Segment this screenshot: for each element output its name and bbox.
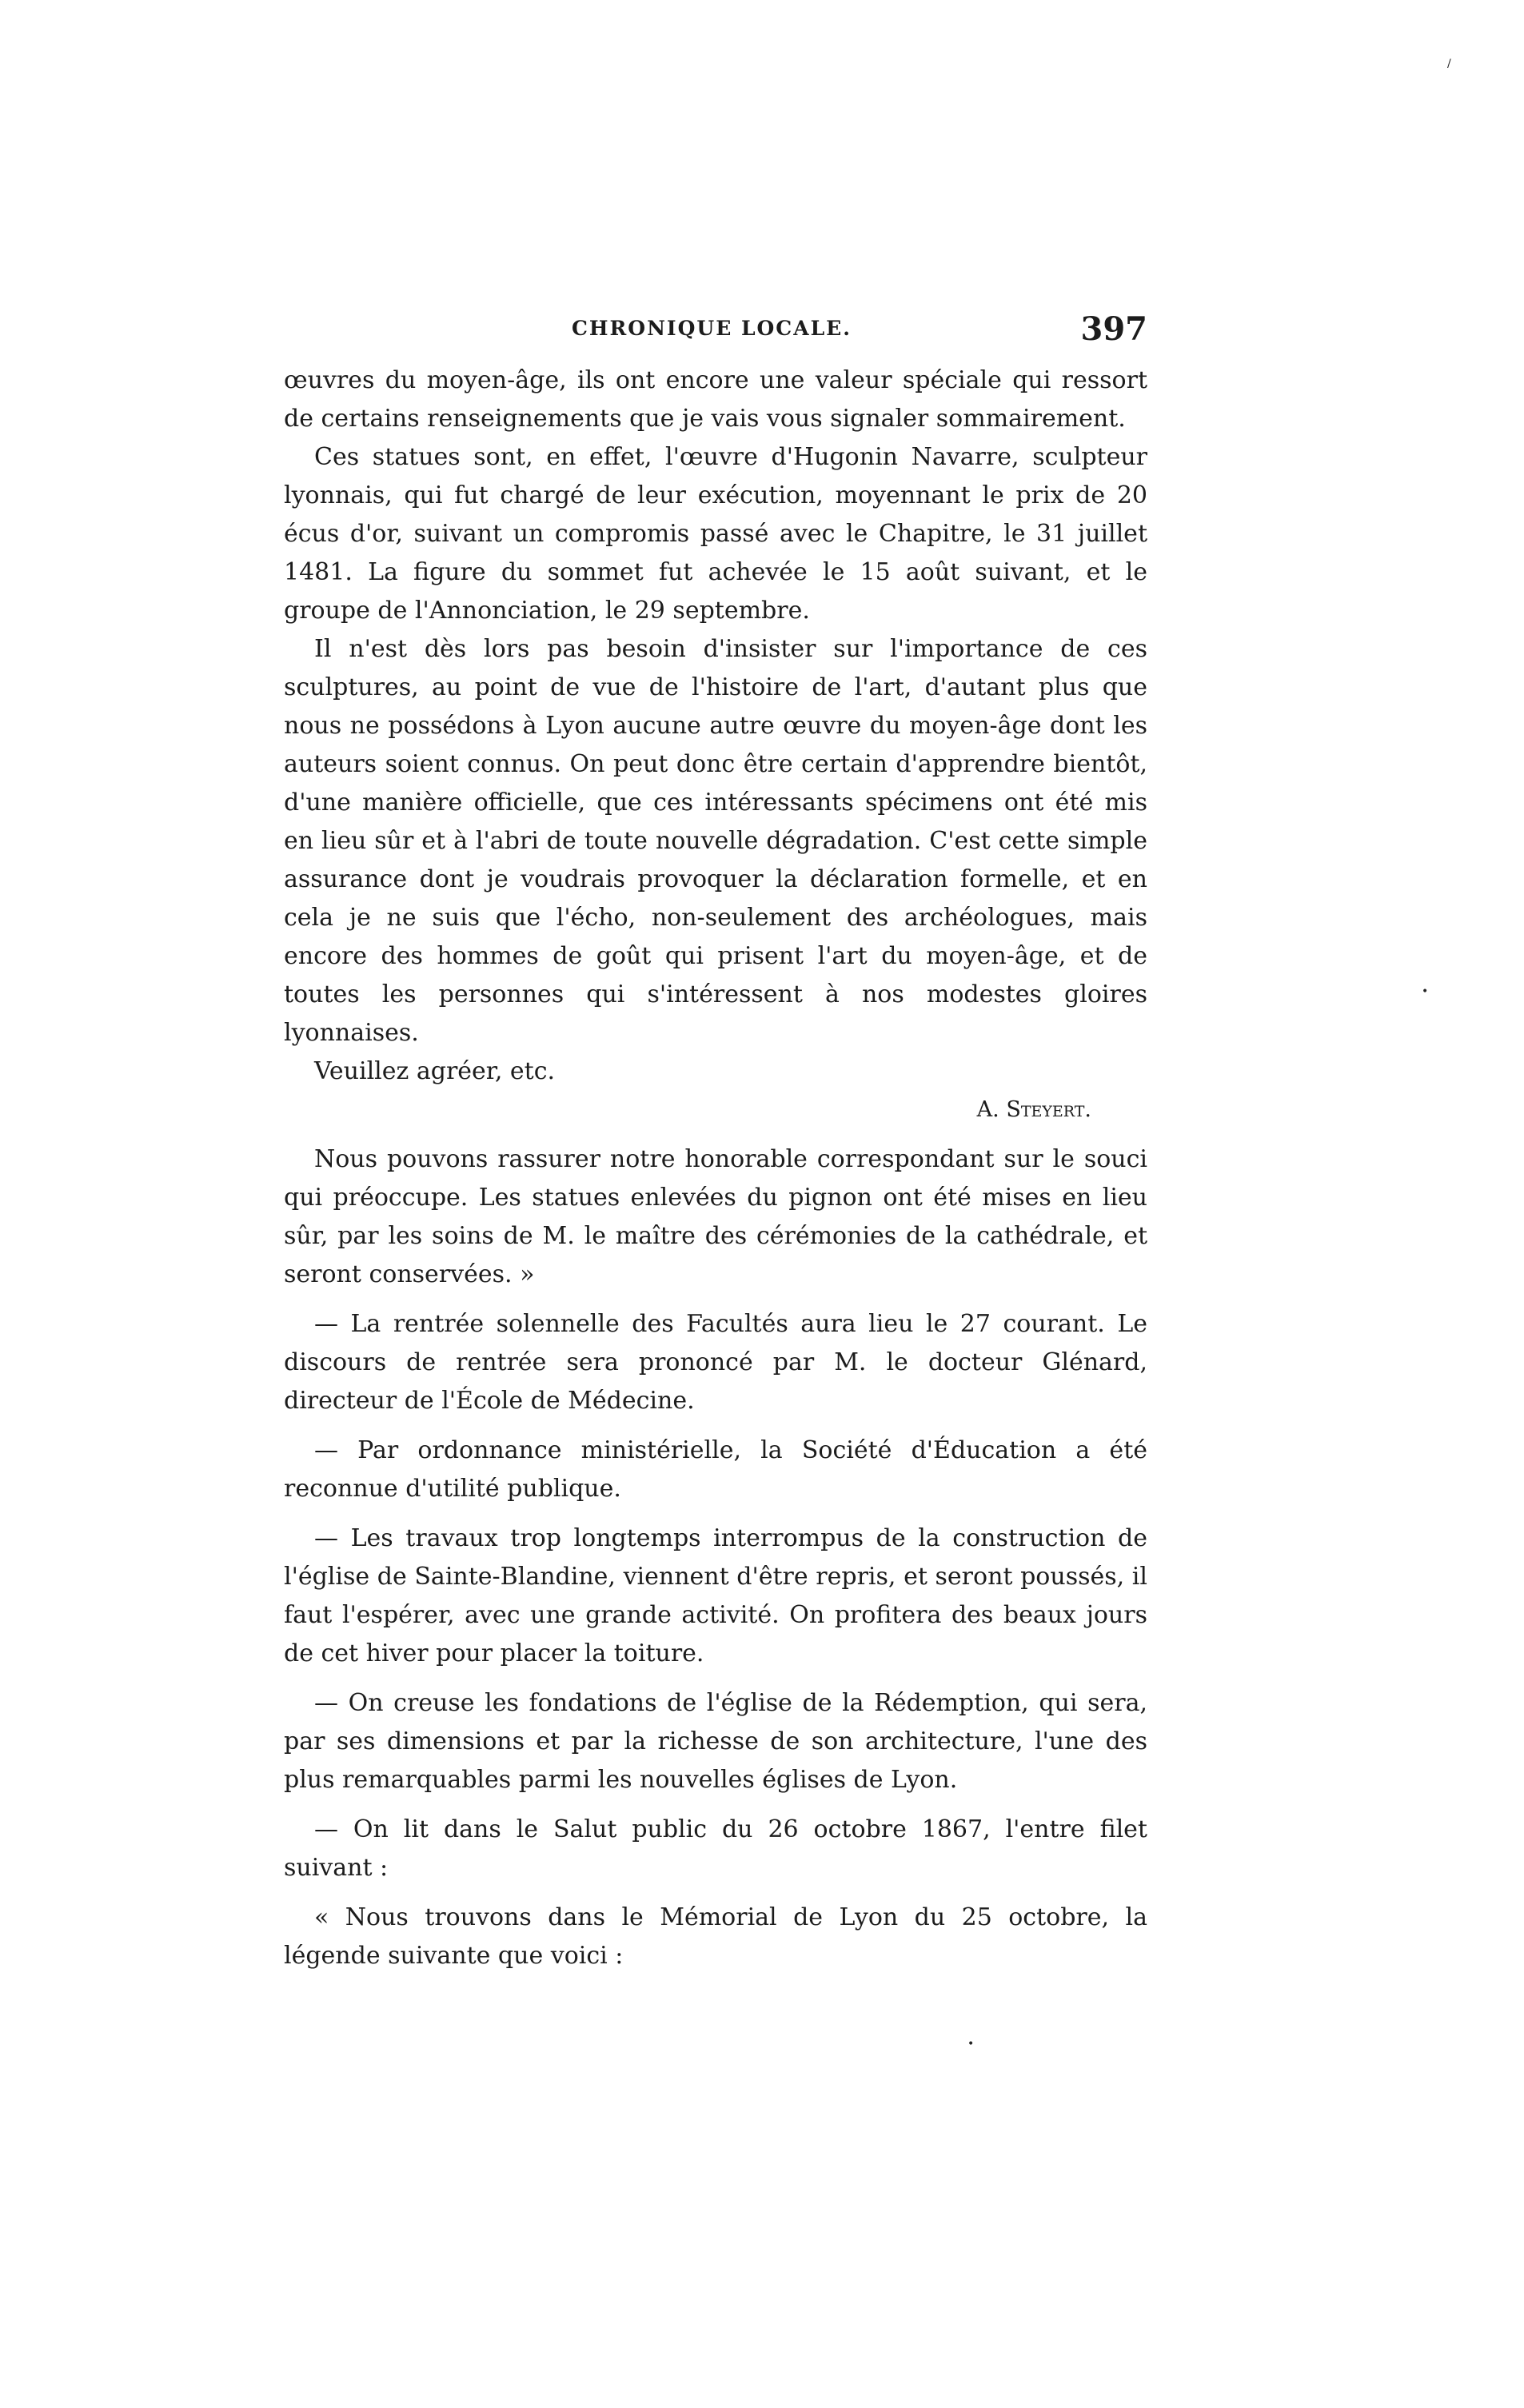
news-item: — La rentrée solennelle des Facultés aura lieu le 27 courant. Le discours de rentrée sera prononcé par M. le docteur Glénard, directeur de l'École de Médecine. <box>284 1310 1147 1415</box>
paragraph: œuvres du moyen-âge, ils ont encore une valeur spéciale qui ressort de certains renseignements que je vais vous signaler sommairement. <box>284 366 1147 433</box>
news-item: — Les travaux trop longtemps interrompus de la construction de l'église de Sainte-Blandine, viennent d'être repris, et seront poussés, il faut l'espérer, avec une grande activité. On profitera des beaux jours de cet hiver pour placer la toiture. <box>284 1524 1147 1667</box>
news-item: — Par ordonnance ministérielle, la Société d'Éducation a été reconnue d'utilité publique. <box>284 1436 1147 1503</box>
scan-speck: • <box>967 2038 975 2051</box>
quote-opening: « Nous trouvons dans le Mémorial de Lyon du 25 octobre, la légende suivante que voici : <box>284 1903 1147 1970</box>
closing-formula: Veuillez agréer, etc. <box>314 1057 556 1085</box>
paragraph: Ces statues sont, en effet, l'œuvre d'Hugonin Navarre, sculpteur lyonnais, qui fut chargé de leur exécution, moyennant le prix de 20 écus d'or, suivant un compromis passé avec le Chapitre, le 31 juillet 1481. La figure du sommet fut achevée le 15 août suivant, et le groupe de l'Annonciation, le 29 septembre. <box>284 443 1147 625</box>
scan-speck: • <box>1422 985 1429 998</box>
paragraph: Il n'est dès lors pas besoin d'insister sur l'importance de ces sculptures, au point de vue de l'histoire de l'art, d'autant plus que nous ne possédons à Lyon aucune autre œuvre du moyen-âge dont les auteurs soient connus. On peut donc être certain d'apprendre bientôt, d'une manière officielle, que ces intéressants spécimens ont été mis en lieu sûr et à l'abri de toute nouvelle dégradation. C'est cette simple assurance dont je voudrais provoquer la déclaration formelle, et en cela je ne suis que l'écho, non-seulement des archéologues, mais encore des hommes de goût qui prisent l'art du moyen-âge, et de toutes les personnes qui s'intéressent à nos modestes gloires lyonnaises. <box>284 635 1147 1047</box>
signature: A. Steyert. <box>976 1097 1091 1122</box>
scan-speck: / <box>1447 58 1451 70</box>
news-item: — On lit dans le Salut public du 26 octobre 1867, l'entre filet suivant : <box>284 1815 1147 1882</box>
paragraph: Nous pouvons rassurer notre honorable correspondant sur le souci qui préoccupe. Les statues enlevées du pignon ont été mises en lieu sûr, par les soins de M. le maître des cérémonies de la cathédrale, et seront conservées. » <box>284 1145 1147 1288</box>
news-item: — On creuse les fondations de l'église de la Rédemption, qui sera, par ses dimensions et par la richesse de son architecture, l'une des plus remarquables parmi les nouvelles églises de Lyon. <box>284 1689 1147 1794</box>
page-number: 397 <box>1080 310 1147 348</box>
body-text <box>284 361 1147 1975</box>
page-header <box>284 310 1147 358</box>
running-title: CHRONIQUE LOCALE. <box>572 317 852 340</box>
